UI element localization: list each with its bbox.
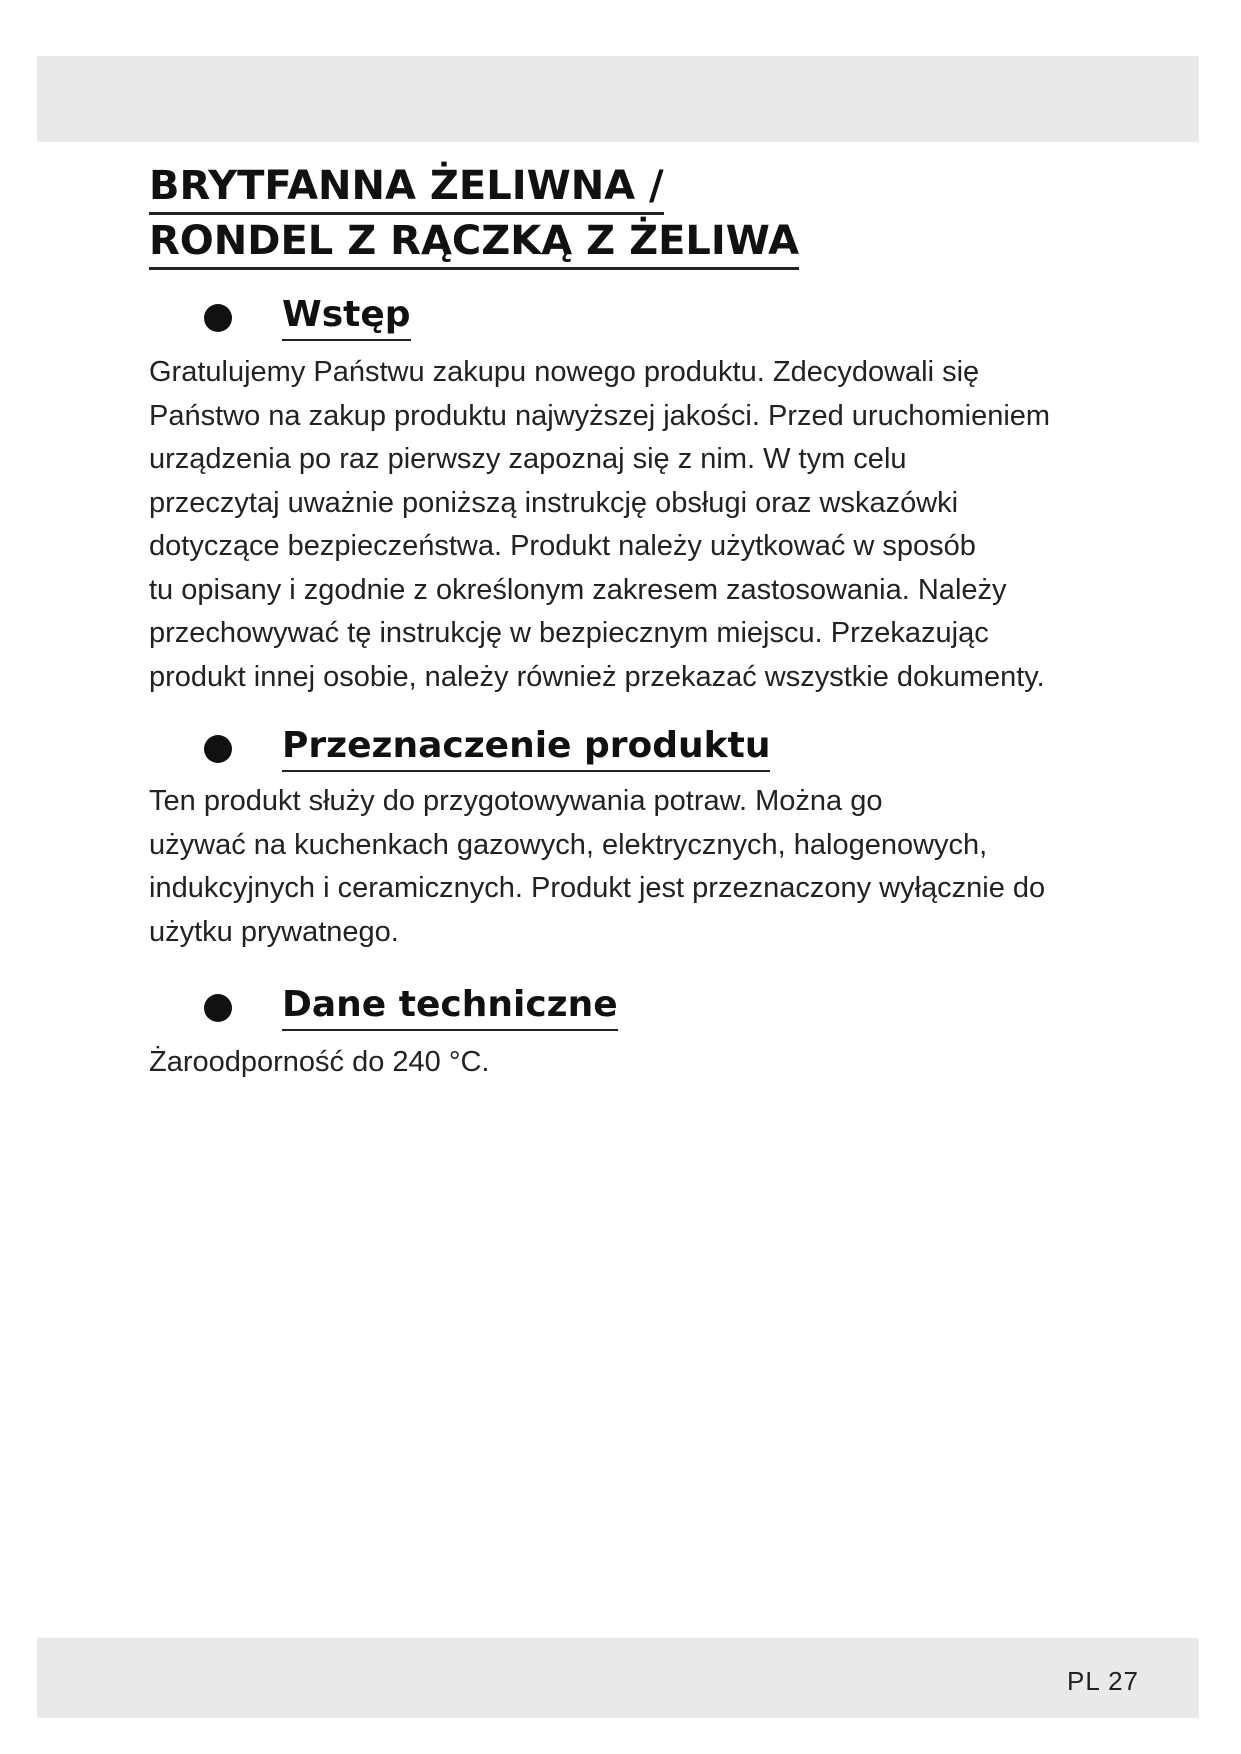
section-technical-data-title: Dane techniczne [282, 984, 618, 1031]
page-number: PL 27 [1067, 1666, 1139, 1696]
bullet-icon [204, 735, 232, 763]
text-line: przeczytaj uważnie poniższą instrukcję obsługi oraz wskazówki [149, 486, 959, 519]
text-line: Gratulujemy Państwu zakupu nowego produktu. Zdecydowali się [149, 356, 980, 388]
section-intro [149, 294, 1129, 699]
text-line: urządzenia po raz pierwszy zapoznaj się z nim. W tym celu [149, 443, 907, 475]
text-line: używać na kuchenkach gazowych, elektrycznych, halogenowych, [149, 828, 988, 861]
text-line: użytku prywatnego. [149, 915, 399, 948]
title-line-1: BRYTFANNA ŻELIWNA / [149, 160, 664, 215]
section-technical-data-text [149, 1041, 1129, 1085]
header-band [37, 56, 1199, 142]
text-line: tu opisany i zgodnie z określonym zakresem zastosowania. Należy [149, 573, 1007, 606]
section-purpose-text [149, 780, 1129, 954]
text-line: produkt innej osobie, należy również przekazać wszystkie dokumenty. [149, 660, 1045, 693]
section-intro-title: Wstęp [282, 294, 411, 341]
text-line: przechowywać tę instrukcję w bezpiecznym miejscu. Przekazując [149, 617, 989, 649]
section-intro-text [149, 351, 1129, 699]
section-technical-data [149, 984, 1129, 1085]
section-purpose [149, 725, 1129, 954]
page-title [149, 160, 1129, 270]
bullet-icon [204, 994, 232, 1022]
section-technical-data-heading [204, 984, 1129, 1031]
section-purpose-title: Przeznaczenie produktu [282, 725, 770, 772]
page-content [149, 160, 1129, 1085]
footer-band [37, 1638, 1199, 1718]
text-line: indukcyjnych i ceramicznych. Produkt jest przeznaczony wyłącznie do [149, 872, 1046, 904]
text-line: Żaroodporność do 240 °C. [149, 1046, 490, 1078]
text-line: Ten produkt służy do przygotowywania potraw. Można go [149, 785, 883, 817]
text-line: Państwo na zakup produktu najwyższej jakości. Przed uruchomieniem [149, 399, 1051, 432]
text-line: dotyczące bezpieczeństwa. Produkt należy użytkować w sposób [149, 530, 976, 562]
section-purpose-heading [204, 725, 1129, 772]
title-line-2: RONDEL Z RĄCZKĄ Z ŻELIWA [149, 215, 799, 270]
section-intro-heading [204, 294, 1129, 341]
bullet-icon [204, 304, 232, 332]
